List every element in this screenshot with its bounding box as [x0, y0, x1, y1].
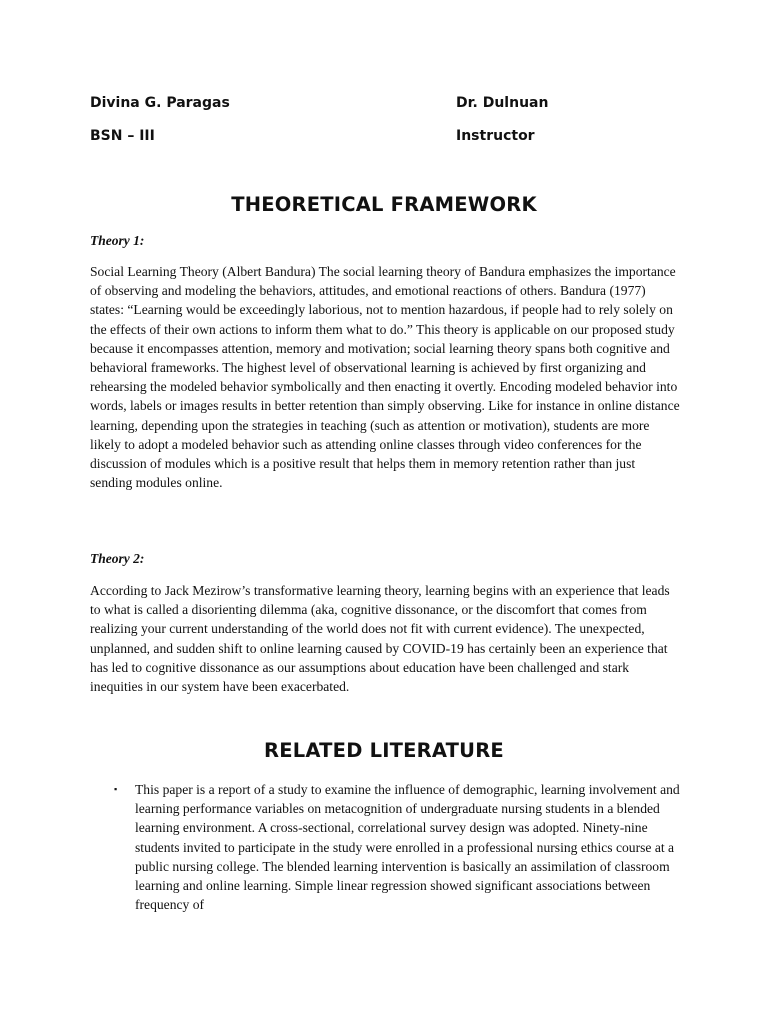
theoretical-framework-title: THEORETICAL FRAMEWORK — [231, 193, 537, 216]
list-item — [90, 780, 680, 914]
theory-1-label: Theory 1: — [90, 233, 145, 248]
related-literature-list — [90, 780, 680, 914]
student-level: BSN – III — [90, 128, 155, 144]
document-header — [90, 95, 650, 161]
list-item-text: This paper is a report of a study to examine the influence of demographic, learning involvement and learning performance variables on metacognition of undergraduate nursing students in a blended learning environment. A cross-sectional, correlational survey design was adopted. Ninety-nine students invited to participate in the study were enrolled in a professional nursing ethics course at a public nursing college. The blended learning intervention is basically an assimilation of classroom learning and online learning. Simple linear regression showed significant associations between frequency of — [135, 782, 680, 913]
square-bullet-icon: ▪ — [114, 784, 118, 794]
header-row-names — [90, 95, 650, 128]
student-name: Divina G. Paragas — [90, 95, 230, 111]
theory-2-paragraph: According to Jack Mezirow’s transformative learning theory, learning begins with an experience that leads to what is called a disorienting dilemma (aka, cognitive dissonance, or the discomfort that comes from realizing your current understanding of the world does not fit with current evidence). The unexpected, unplanned, and sudden shift to online learning caused by COVID-19 has certainly been an experience that has led to cognitive dissonance as our assumptions about education have been challenged and stark inequities in our system have been exacerbated. — [90, 583, 670, 695]
instructor-role: Instructor — [456, 128, 535, 144]
header-row-roles — [90, 128, 650, 161]
related-literature-title: RELATED LITERATURE — [264, 739, 504, 762]
instructor-name: Dr. Dulnuan — [456, 95, 549, 111]
theory-1-paragraph: Social Learning Theory (Albert Bandura) The social learning theory of Bandura emphasizes the importance of observing and modeling the behaviors, attitudes, and emotional reactions of others. Bandura (1977) states: “Learning would be exceedingly laborious, not to mention hazardous, if people had to rely solely on the effects of their own actions to inform them what to do.” This theory is applicable on our proposed study because it encompasses attention, memory and motivation; social learning theory spans both cognitive and behavioral frameworks. The highest level of observational learning is achieved by first organizing and rehearsing the modeled behavior symbolically and then enacting it overtly. Encoding modeled behavior into words, labels or images results in better retention than simply observing. Like for instance in online distance learning, depending upon the strategies in teaching (such as attention or motivation), students are more likely to adopt a modeled behavior such as attending online classes through video conferences for the discussion of modules which is a positive result that helps them in memory retention rather than just sending modules online. — [90, 264, 680, 491]
theory-2-label: Theory 2: — [90, 551, 145, 566]
